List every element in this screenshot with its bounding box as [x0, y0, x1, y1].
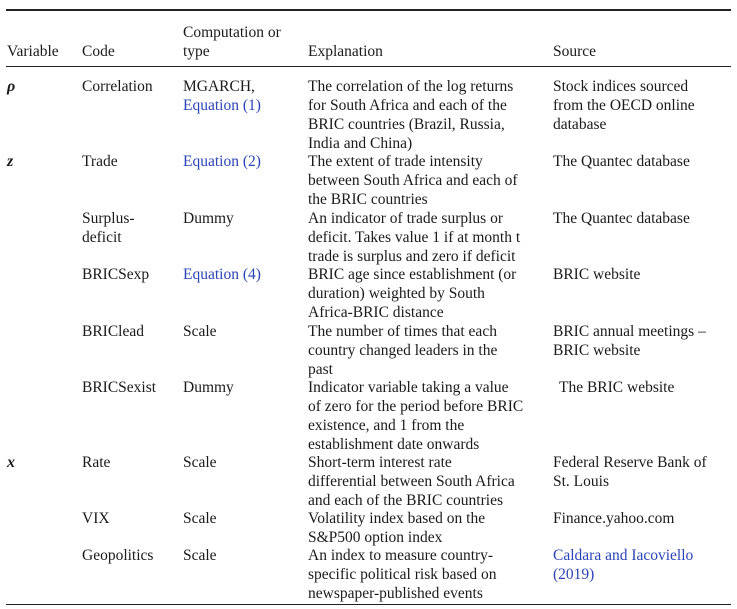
- row-explanation: establishment date onwards: [308, 436, 480, 453]
- header-computation-line2: type: [183, 43, 210, 60]
- row-source: Finance.yahoo.com: [553, 510, 675, 527]
- row-explanation: duration) weighted by South: [308, 285, 485, 302]
- header-source: Source: [553, 43, 597, 60]
- row-explanation: BRIC countries (Brazil, Russia,: [308, 116, 505, 133]
- row-computation: Scale: [183, 454, 217, 471]
- row-variable-x: x: [7, 454, 15, 471]
- row-code: BRIClead: [82, 323, 144, 340]
- row-explanation: deficit. Takes value 1 if at month t: [308, 229, 521, 246]
- row-code: deficit: [82, 229, 122, 246]
- row-computation: MGARCH,: [183, 78, 255, 95]
- row-source: The Quantec database: [553, 153, 690, 170]
- row-explanation: existence, and 1 from the: [308, 417, 465, 434]
- row-explanation: and each of the BRIC countries: [308, 492, 503, 509]
- row-explanation: Indicator variable taking a value: [308, 379, 509, 396]
- row-code: Surplus-: [82, 210, 135, 227]
- row-explanation: The correlation of the log returns: [308, 78, 514, 95]
- row-code: Trade: [82, 153, 118, 170]
- table-top-rule: [6, 9, 731, 11]
- row-code: BRICSexist: [82, 379, 157, 396]
- row-source: St. Louis: [553, 473, 609, 490]
- row-source: The BRIC website: [559, 379, 675, 396]
- row-explanation: newspaper-published events: [308, 585, 483, 602]
- row-explanation: between South Africa and each of: [308, 172, 518, 189]
- row-explanation: specific political risk based on: [308, 566, 497, 583]
- row-explanation: BRIC age since establishment (or: [308, 266, 517, 283]
- row-code: Geopolitics: [82, 547, 154, 564]
- row-explanation: India and China): [308, 135, 413, 152]
- row-variable-z: z: [7, 153, 14, 170]
- row-computation: Scale: [183, 547, 217, 564]
- row-explanation: An indicator of trade surplus or: [308, 210, 503, 227]
- row-computation: Dummy: [183, 210, 234, 227]
- row-explanation: The number of times that each: [308, 323, 497, 340]
- equation-link[interactable]: Equation (4): [183, 266, 261, 283]
- header-code: Code: [82, 43, 115, 60]
- header-explanation: Explanation: [308, 43, 383, 60]
- row-explanation: of zero for the period before BRIC: [308, 398, 524, 415]
- row-computation: Scale: [183, 323, 217, 340]
- row-source: Federal Reserve Bank of: [553, 454, 707, 471]
- table-bottom-rule: [6, 604, 731, 605]
- equation-link[interactable]: Equation (2): [183, 153, 261, 170]
- row-explanation: An index to measure country-: [308, 547, 494, 564]
- row-variable-rho: ρ: [7, 78, 16, 95]
- row-source: Stock indices sourced: [553, 78, 689, 95]
- row-explanation: the BRIC countries: [308, 191, 428, 208]
- row-explanation: S&P500 option index: [308, 529, 443, 546]
- row-explanation: country changed leaders in the: [308, 342, 498, 359]
- row-source: BRIC annual meetings –: [553, 323, 706, 340]
- row-explanation: Short-term interest rate: [308, 454, 452, 471]
- row-code: Rate: [82, 454, 111, 471]
- row-code: Correlation: [82, 78, 153, 95]
- row-computation: Scale: [183, 510, 217, 527]
- header-variable: Variable: [7, 43, 59, 60]
- row-source: database: [553, 116, 607, 133]
- row-computation: Dummy: [183, 379, 234, 396]
- row-code: VIX: [82, 510, 110, 527]
- equation-link[interactable]: Equation (1): [183, 97, 261, 114]
- row-source: The Quantec database: [553, 210, 690, 227]
- row-explanation: Volatility index based on the: [308, 510, 486, 527]
- row-explanation: trade is surplus and zero if deficit: [308, 248, 516, 265]
- header-computation-line1: Computation or: [183, 24, 281, 41]
- row-explanation: past: [308, 361, 333, 378]
- row-explanation: differential between South Africa: [308, 473, 515, 490]
- row-code: BRICSexp: [82, 266, 150, 283]
- citation-link[interactable]: Caldara and Iacoviello: [553, 547, 694, 564]
- row-source: BRIC website: [553, 342, 641, 359]
- table-header-rule: [6, 66, 731, 67]
- citation-link[interactable]: (2019): [553, 566, 595, 583]
- row-explanation: Africa-BRIC distance: [308, 304, 444, 321]
- row-source: from the OECD online: [553, 97, 695, 114]
- row-source: BRIC website: [553, 266, 641, 283]
- row-explanation: The extent of trade intensity: [308, 153, 483, 170]
- row-explanation: for South Africa and each of the: [308, 97, 507, 114]
